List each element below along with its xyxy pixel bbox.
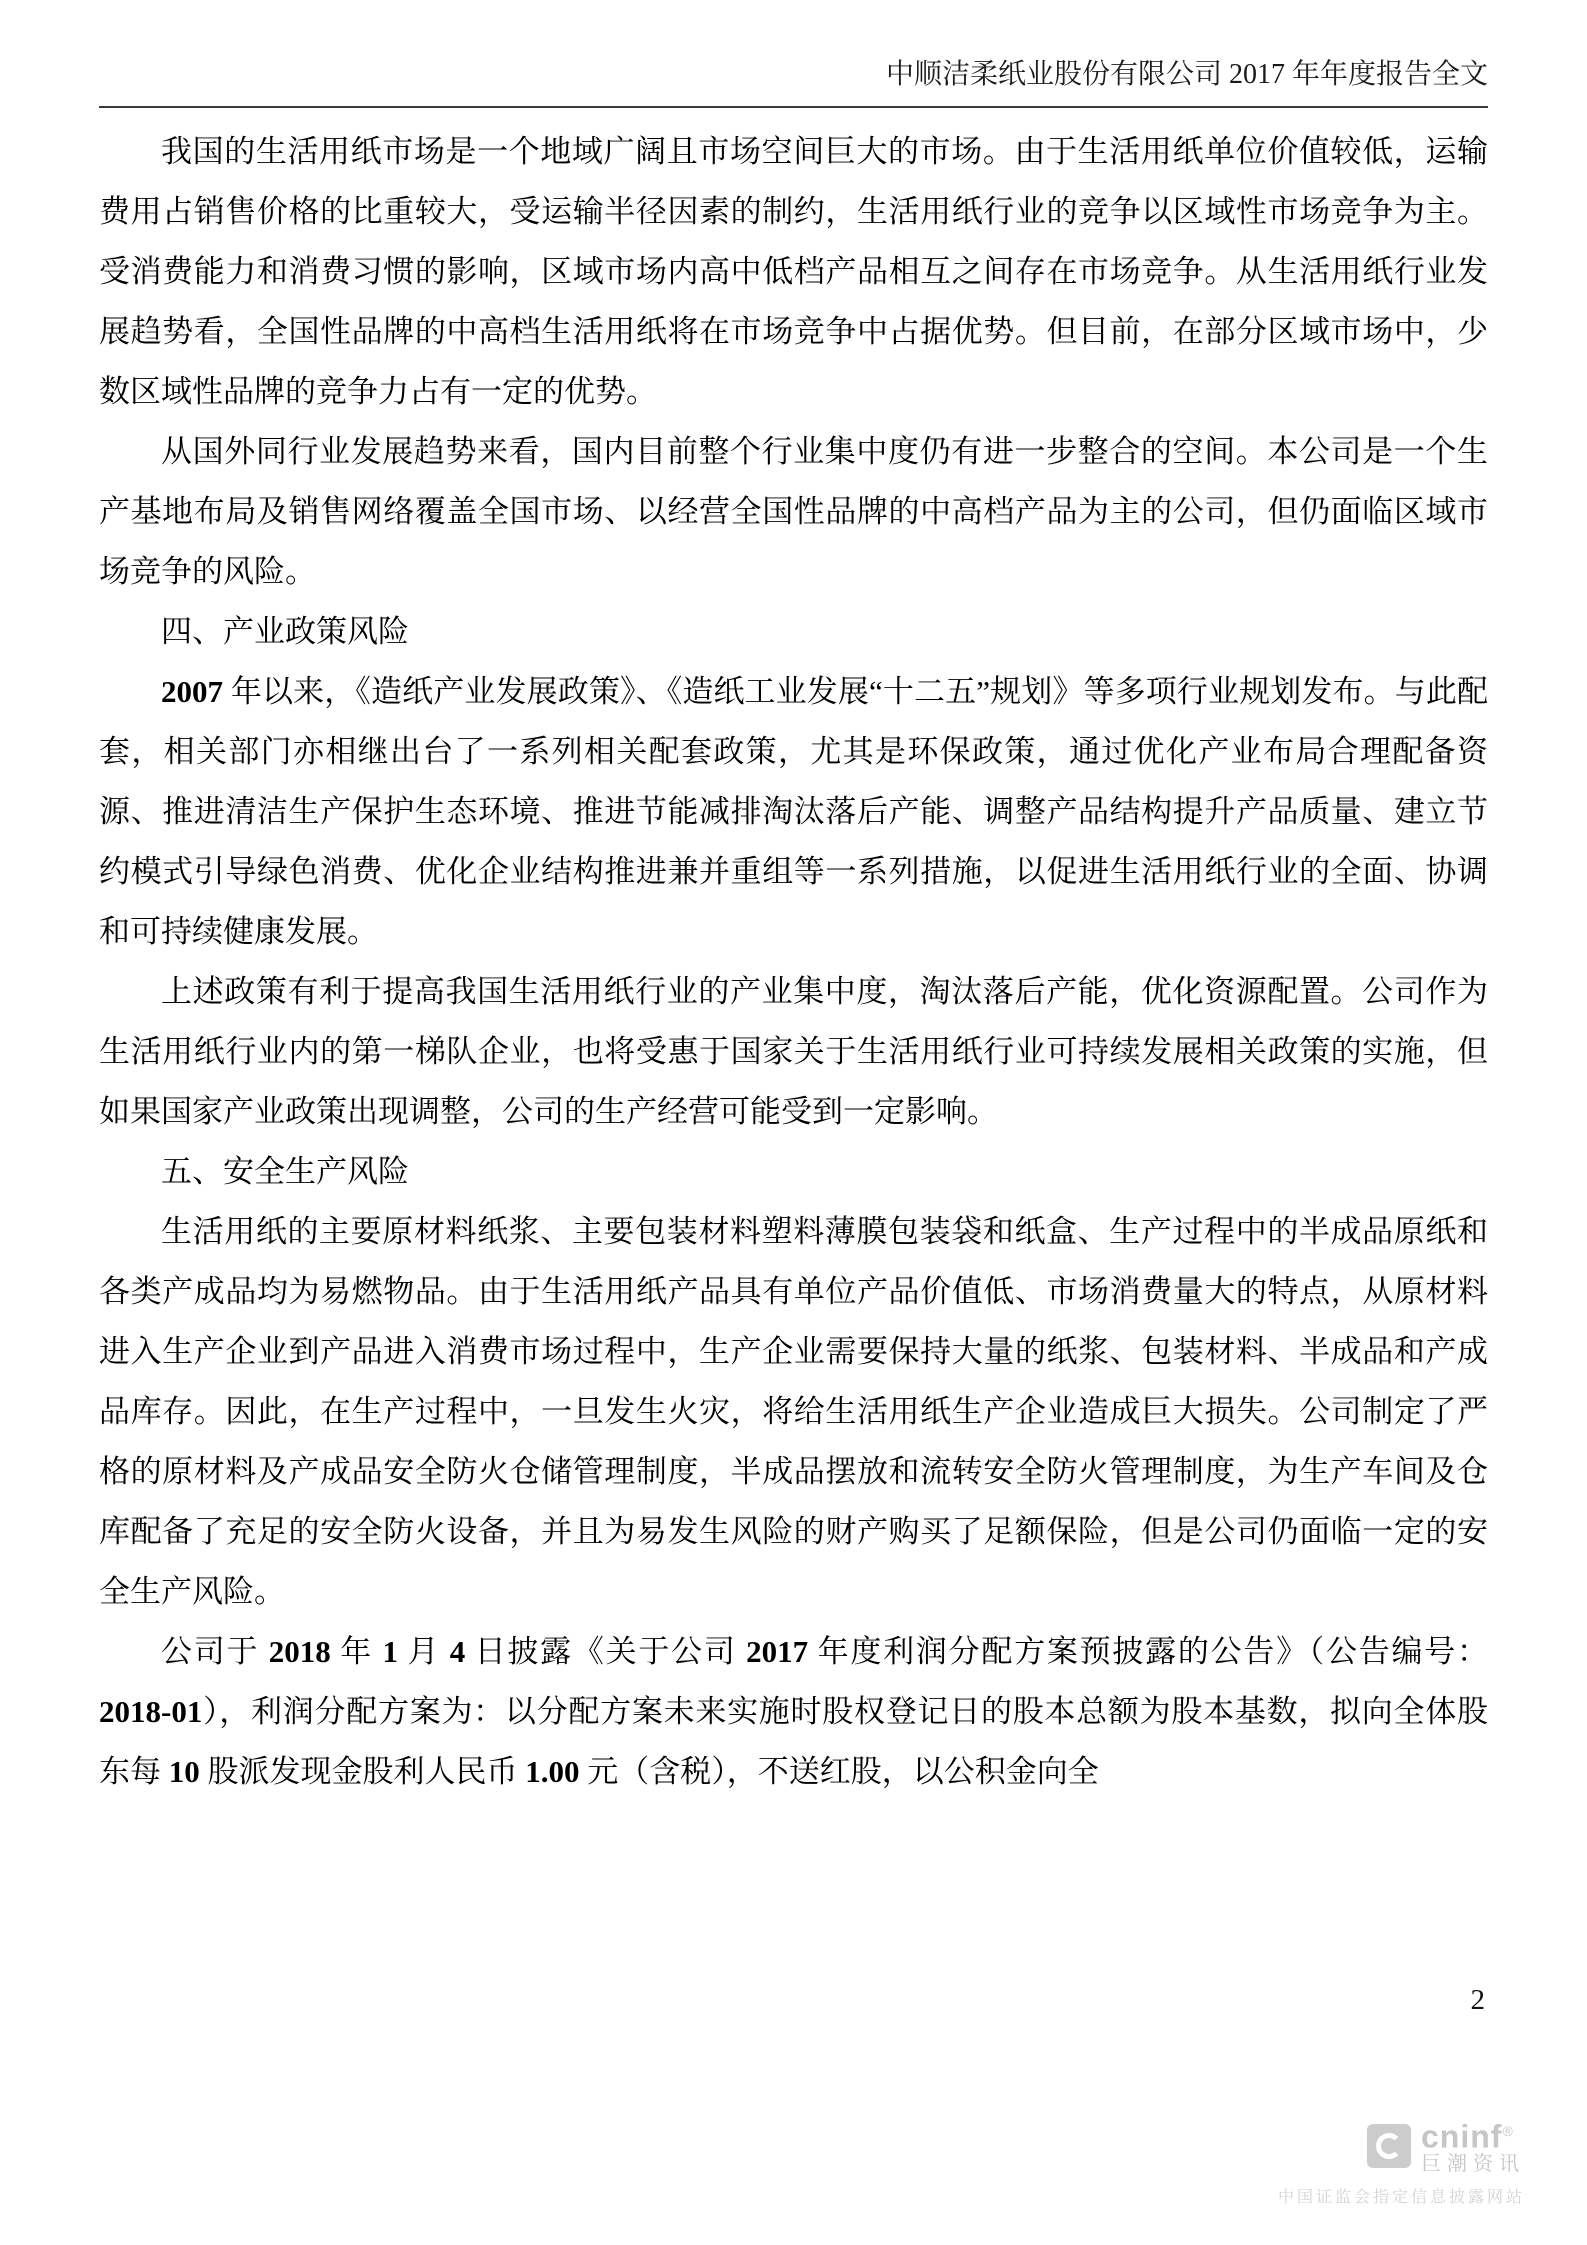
text-segment: 我国的生活用纸市场是一个地域广阔且市场空间巨大的市场。由于生活用纸单位价值较低，运输费用占销售价格的比重较大，受运输半径因素的制约，生活用纸行业的竞争以区域性市场竞争为主。受消费能力和消费习惯的影响，区域市场内高中低档产品相互之间存在市场竞争。从生活用纸行业发展趋势看，全国性品牌的中高档生活用纸将在市场竞争中占据优势。但目前，在部分区域市场中，少数区域性品牌的竞争力占有一定的优势。 [99, 134, 1488, 409]
text-segment: 年度利润分配方案预披露的公告》（公告编号： [808, 1634, 1489, 1669]
paragraph [99, 1202, 1488, 1622]
text-segment-bold: 2007 [161, 674, 223, 709]
text-segment: 五、安全生产风险 [161, 1154, 409, 1189]
text-segment: 生活用纸的主要原材料纸浆、主要包装材料塑料薄膜包装袋和纸盒、生产过程中的半成品原纸和各类产成品均为易燃物品。由于生活用纸产品具有单位产品价值低、市场消费量大的特点，从原材料进入生产企业到产品进入消费市场过程中，生产企业需要保持大量的纸浆、包装材料、半成品和产成品库存。因此，在生产过程中，一旦发生火灾，将给生活用纸生产企业造成巨大损失。公司制定了严格的原材料及产成品安全防火仓储管理制度，半成品摆放和流转安全防火管理制度，为生产车间及仓库配备了充足的安全防火设备，并且为易发生风险的财产购买了足额保险，但是公司仍面临一定的安全生产风险。 [99, 1214, 1488, 1609]
text-segment: 上述政策有利于提高我国生活用纸行业的产业集中度，淘汰落后产能，优化资源配置。公司作为生活用纸行业内的第一梯队企业，也将受惠于国家关于生活用纸行业可持续发展相关政策的实施，但如果国家产业政策出现调整，公司的生产经营可能受到一定影响。 [99, 974, 1488, 1129]
paragraph [99, 962, 1488, 1142]
watermark-caption: 中国证监会指定信息披露网站 [1277, 2189, 1525, 2206]
text-segment-bold: 4 [449, 1634, 466, 1669]
paragraph [99, 422, 1488, 602]
text-segment: 年以来，《造纸产业发展政策》、《造纸工业发展“十二五”规划》等多项行业规划发布。与此配套，相关部门亦相继出台了一系列相关配套政策，尤其是环保政策，通过优化产业布局合理配备资源、推进清洁生产保护生态环境、推进节能减排淘汰落后产能、调整产品结构提升产品质量、建立节约模式引导绿色消费、优化企业结构推进兼并重组等一系列措施，以促进生活用纸行业的全面、协调和可持续健康发展。 [99, 674, 1488, 949]
text-segment: 月 [397, 1634, 450, 1669]
text-segment: 股派发现金股利人民币 [199, 1754, 526, 1789]
text-segment: 四、产业政策风险 [161, 614, 409, 649]
watermark-logo-row [1278, 2116, 1525, 2176]
section-heading [99, 1142, 1488, 1202]
text-segment-bold: 2018-01 [99, 1694, 203, 1729]
text-segment: 年 [330, 1634, 383, 1669]
text-segment: 日披露《关于公司 [465, 1634, 747, 1669]
paragraph [99, 662, 1488, 962]
watermark-logo-text: cninf [1421, 2119, 1503, 2155]
header-title: 中顺洁柔纸业股份有限公司 2017 年年度报告全文 [885, 59, 1488, 90]
text-segment-bold: 1 [382, 1634, 398, 1669]
watermark-brand: 巨潮资讯 [1421, 2153, 1525, 2175]
paragraph [99, 122, 1488, 422]
text-segment-bold: 2017 [746, 1634, 809, 1669]
paragraph [99, 1622, 1488, 1802]
section-heading [99, 602, 1488, 662]
page-header [99, 52, 1488, 108]
document-body [99, 122, 1488, 1802]
watermark-wordmark [1421, 2116, 1525, 2155]
watermark-text-block [1421, 2116, 1525, 2176]
text-segment: 公司于 [161, 1634, 269, 1669]
text-segment-bold: 2018 [268, 1634, 331, 1669]
page-number: 2 [1470, 1984, 1485, 2016]
text-segment: 从国外同行业发展趋势来看，国内目前整个行业集中度仍有进一步整合的空间。本公司是一个生产基地布局及销售网络覆盖全国市场、以经营全国性品牌的中高档产品为主的公司，但仍面临区域市场竞争的风险。 [99, 434, 1488, 589]
text-segment: ），利润分配方案为：以分配方案未来实施时股权登记日的股本总额为股本基数，拟向全体股东每 [99, 1694, 1488, 1789]
text-segment-bold: 10 [168, 1754, 200, 1789]
registered-mark-icon: ® [1502, 2123, 1514, 2140]
text-segment: 元（含税），不送红股，以公积金向全 [579, 1754, 1099, 1789]
cninfo-watermark [1278, 2116, 1525, 2207]
cninfo-logo-icon [1367, 2124, 1411, 2168]
text-segment-bold: 1.00 [525, 1754, 580, 1789]
